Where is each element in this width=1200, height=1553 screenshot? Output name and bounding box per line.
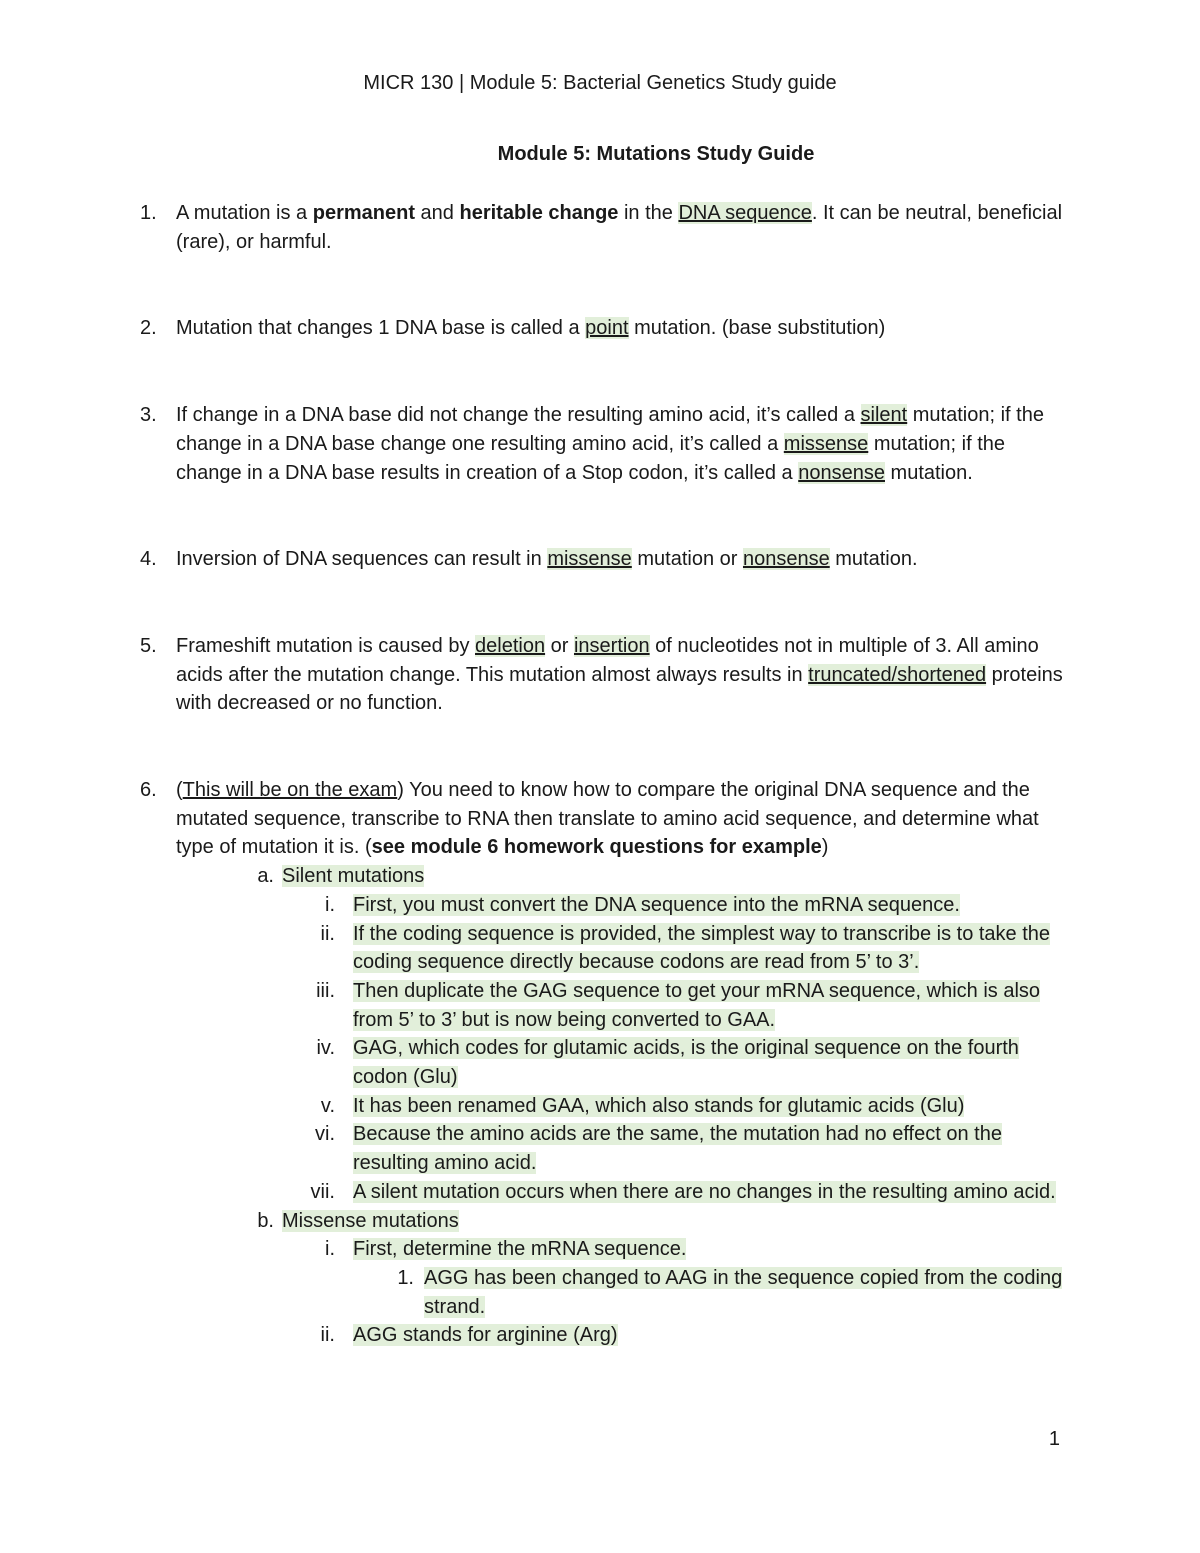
highlighted-answer: DNA sequence: [678, 202, 812, 224]
item-text: and: [415, 202, 460, 224]
step-text: First, you must convert the DNA sequence into the mRNA sequence.: [353, 893, 960, 916]
item-text: Inversion of DNA sequences can result in: [176, 548, 548, 571]
step-text: Because the amino acids are the same, the mutation had no effect on the resulting amino acid.: [353, 1123, 1002, 1175]
item-text: mutation.: [884, 461, 973, 484]
item-text: Mutation that changes 1 DNA base is called a: [176, 317, 586, 340]
missense-step-i-1: [397, 1264, 1064, 1321]
item-number: 1.: [140, 202, 157, 224]
step-text: First, determine the mRNA sequence.: [353, 1238, 687, 1261]
item-number: 3.: [140, 404, 157, 427]
item-text: proteins with decreased or no function.: [176, 663, 1063, 715]
missense-step-ii: [320, 1321, 1063, 1350]
item-text: in the: [618, 202, 679, 224]
step-marker: 1.: [397, 1266, 414, 1289]
item-text: mutation.: [829, 548, 918, 571]
sublist-label: Silent mutations: [282, 865, 425, 888]
page-number: 1: [1048, 1428, 1060, 1450]
step-text: GAG, which codes for glutamic acids, is the original sequence on the fourth codon (Glu): [353, 1037, 1019, 1089]
bold-homework-reference: see module 6 homework questions for example: [371, 836, 822, 859]
sublist-marker: b.: [257, 1209, 274, 1232]
silent-step-vi: [315, 1120, 1063, 1177]
list-item-4: [140, 545, 1066, 574]
step-marker: vi.: [315, 1123, 335, 1146]
step-marker: i.: [325, 893, 335, 916]
highlighted-answer: deletion: [475, 634, 546, 657]
item-number: 6.: [140, 779, 157, 802]
highlighted-answer: silent: [860, 404, 908, 427]
sublist-item-missense: [257, 1207, 1062, 1236]
step-marker: ii.: [320, 922, 335, 945]
step-marker: iii.: [316, 979, 335, 1002]
item-text: mutation; if the change in a DNA base change one resulting amino acid, it’s called a: [176, 404, 1044, 455]
item-text: mutation or: [631, 548, 743, 571]
highlighted-answer: missense: [783, 432, 869, 455]
silent-step-iii: [316, 977, 1063, 1034]
step-marker: v.: [320, 1094, 335, 1117]
page-header: MICR 130 | Module 5: Bacterial Genetics Study guide: [363, 72, 837, 94]
step-text: A silent mutation occurs when there are no changes in the resulting amino acid.: [353, 1180, 1056, 1203]
missense-step-i: [325, 1235, 1063, 1264]
step-text: If the coding sequence is provided, the simplest way to transcribe is to take the coding sequence directly because codons are read from 5’ to 3’.: [353, 922, 1051, 974]
highlighted-answer: point: [585, 317, 629, 340]
step-text: It has been renamed GAA, which also stands for glutamic acids (Glu): [353, 1094, 965, 1117]
item-text: Frameshift mutation is caused by: [176, 634, 476, 657]
highlighted-answer: nonsense: [742, 548, 830, 571]
item-text: A mutation is a: [176, 202, 313, 224]
silent-step-i: [325, 891, 1063, 920]
item-text: If change in a DNA base did not change the resulting amino acid, it’s called a: [176, 404, 861, 427]
sublist-item-silent: [257, 862, 1062, 891]
item-text: . It can be neutral, beneficial (rare), or harmful.: [176, 202, 1063, 253]
silent-step-v: [320, 1092, 1063, 1121]
highlighted-answer: nonsense: [798, 461, 885, 484]
highlighted-answer: insertion: [573, 634, 650, 657]
highlighted-answer: truncated/shortened: [808, 663, 987, 686]
item-text: (: [176, 779, 183, 802]
item-number: 2.: [140, 317, 157, 340]
underlined-exam-note: This will be on the exam: [182, 779, 398, 802]
list-item-1: [140, 199, 1066, 256]
step-marker: iv.: [316, 1037, 335, 1060]
silent-step-vii: [310, 1178, 1063, 1207]
step-marker: ii.: [320, 1324, 335, 1347]
item-text: ) You need to know how to compare the original DNA sequence and the mutated sequence, transcribe to RNA then translate to amino acid sequence, and determine what type of mutation it is. (: [176, 779, 1039, 859]
item-text: or: [545, 634, 574, 657]
bold-term-heritable-change: heritable change: [459, 202, 619, 224]
sublist-label: Missense mutations: [282, 1209, 459, 1232]
document-title: Module 5: Mutations Study Guide: [497, 143, 815, 165]
list-item-2: [140, 314, 1066, 343]
step-text: AGG stands for arginine (Arg): [353, 1324, 618, 1347]
highlighted-answer: missense: [547, 548, 632, 571]
item-number: 4.: [140, 548, 157, 571]
silent-step-ii: [320, 920, 1063, 977]
step-text: AGG has been changed to AAG in the sequence copied from the coding strand.: [424, 1266, 1063, 1318]
item-text: ): [821, 836, 829, 859]
item-text: mutation; if the change in a DNA base results in creation of a Stop codon, it’s called a: [176, 432, 1006, 484]
step-text: Then duplicate the GAG sequence to get your mRNA sequence, which is also from 5’ to 3’ but is now being converted to GAA.: [353, 979, 1041, 1031]
step-marker: vii.: [310, 1180, 335, 1203]
bold-term-permanent: permanent: [312, 202, 415, 224]
item-text: mutation. (base substitution): [628, 317, 886, 340]
item-number: 5.: [140, 634, 157, 657]
silent-step-iv: [316, 1034, 1063, 1091]
sublist-marker: a.: [257, 865, 274, 888]
item-text: of nucleotides not in multiple of 3. All amino acids after the mutation change. This mutation almost always results in: [176, 634, 1039, 686]
list-item-6: [140, 776, 1066, 862]
list-item-3: [140, 401, 1066, 487]
study-guide-body: [0, 199, 1200, 1350]
list-item-5: [140, 632, 1066, 718]
step-marker: i.: [325, 1238, 335, 1261]
